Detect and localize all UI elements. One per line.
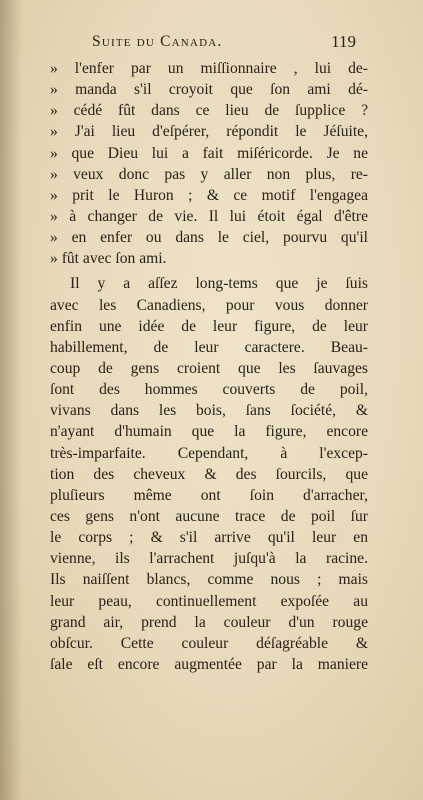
spine-shadow (0, 0, 22, 800)
text-line: grand air, prend la couleur d'un rouge (50, 613, 368, 631)
text-line: enfin une idée de leur figure, de leur (50, 317, 368, 335)
text-line: » l'enfer par un miſſionnaire , lui de- (50, 60, 368, 77)
text-line: vivans dans les bois, ſans ſociété, & (50, 402, 368, 420)
text-line: ſont des hommes couverts de poil, (50, 381, 368, 399)
text-line: » fût avec ſon ami. (50, 250, 167, 268)
text-line: » prit le Huron ; & ce motif l'engagea (50, 186, 368, 204)
text-line: » que Dieu lui a fait miſéricorde. Je ne (50, 144, 368, 162)
text-line: Ils naiſſent blancs, comme nous ; mais (50, 571, 368, 589)
text-line: vienne, ils l'arrachent juſqu'à la racine. (50, 550, 368, 568)
text-line: ſale eſt encore augmentée par la maniere (50, 655, 368, 673)
text-line: » J'ai lieu d'eſpérer, répondit le Jéſuite, (50, 123, 368, 141)
text-line: très-imparfaite. Cependant, à l'excep- (50, 444, 368, 462)
text-line: n'ayant d'humain que la figure, encore (50, 423, 368, 441)
text-line: habillement, de leur caractere. Beau- (50, 338, 368, 356)
page-number: 119 (331, 32, 356, 51)
text-line: » cédé fût dans ce lieu de ſupplice ? (50, 102, 368, 120)
text-line: obſcur. Cette couleur déſagréable & (50, 634, 368, 652)
text-line: ces gens n'ont aucune trace de poil ſur (50, 507, 368, 525)
text-line: tion des cheveux & des ſourcils, que (50, 465, 368, 483)
text-line: » à changer de vie. Il lui étoit égal d'être (50, 207, 368, 225)
text-line: pluſieurs même ont ſoin d'arracher, (50, 486, 368, 504)
running-title: Suite du Canada. (92, 33, 223, 50)
text-line: » veux donc pas y aller non plus, re- (50, 165, 368, 183)
page-header (92, 33, 356, 55)
text-line: » en enfer ou dans le ciel, pourvu qu'il (50, 229, 368, 247)
body-text (50, 58, 368, 675)
text-line: le corps ; & s'il arrive qu'il leur en (50, 529, 368, 547)
text-line: Il y a aſſez long-tems que je ſuis (70, 275, 368, 293)
text-line: avec les Canadiens, pour vous donner (50, 296, 368, 314)
text-line: » manda s'il croyoit que ſon ami dé- (50, 81, 368, 99)
text-line: coup de gens croient que les ſauvages (50, 359, 368, 377)
text-line: leur peau, continuellement expoſée au (50, 592, 368, 610)
